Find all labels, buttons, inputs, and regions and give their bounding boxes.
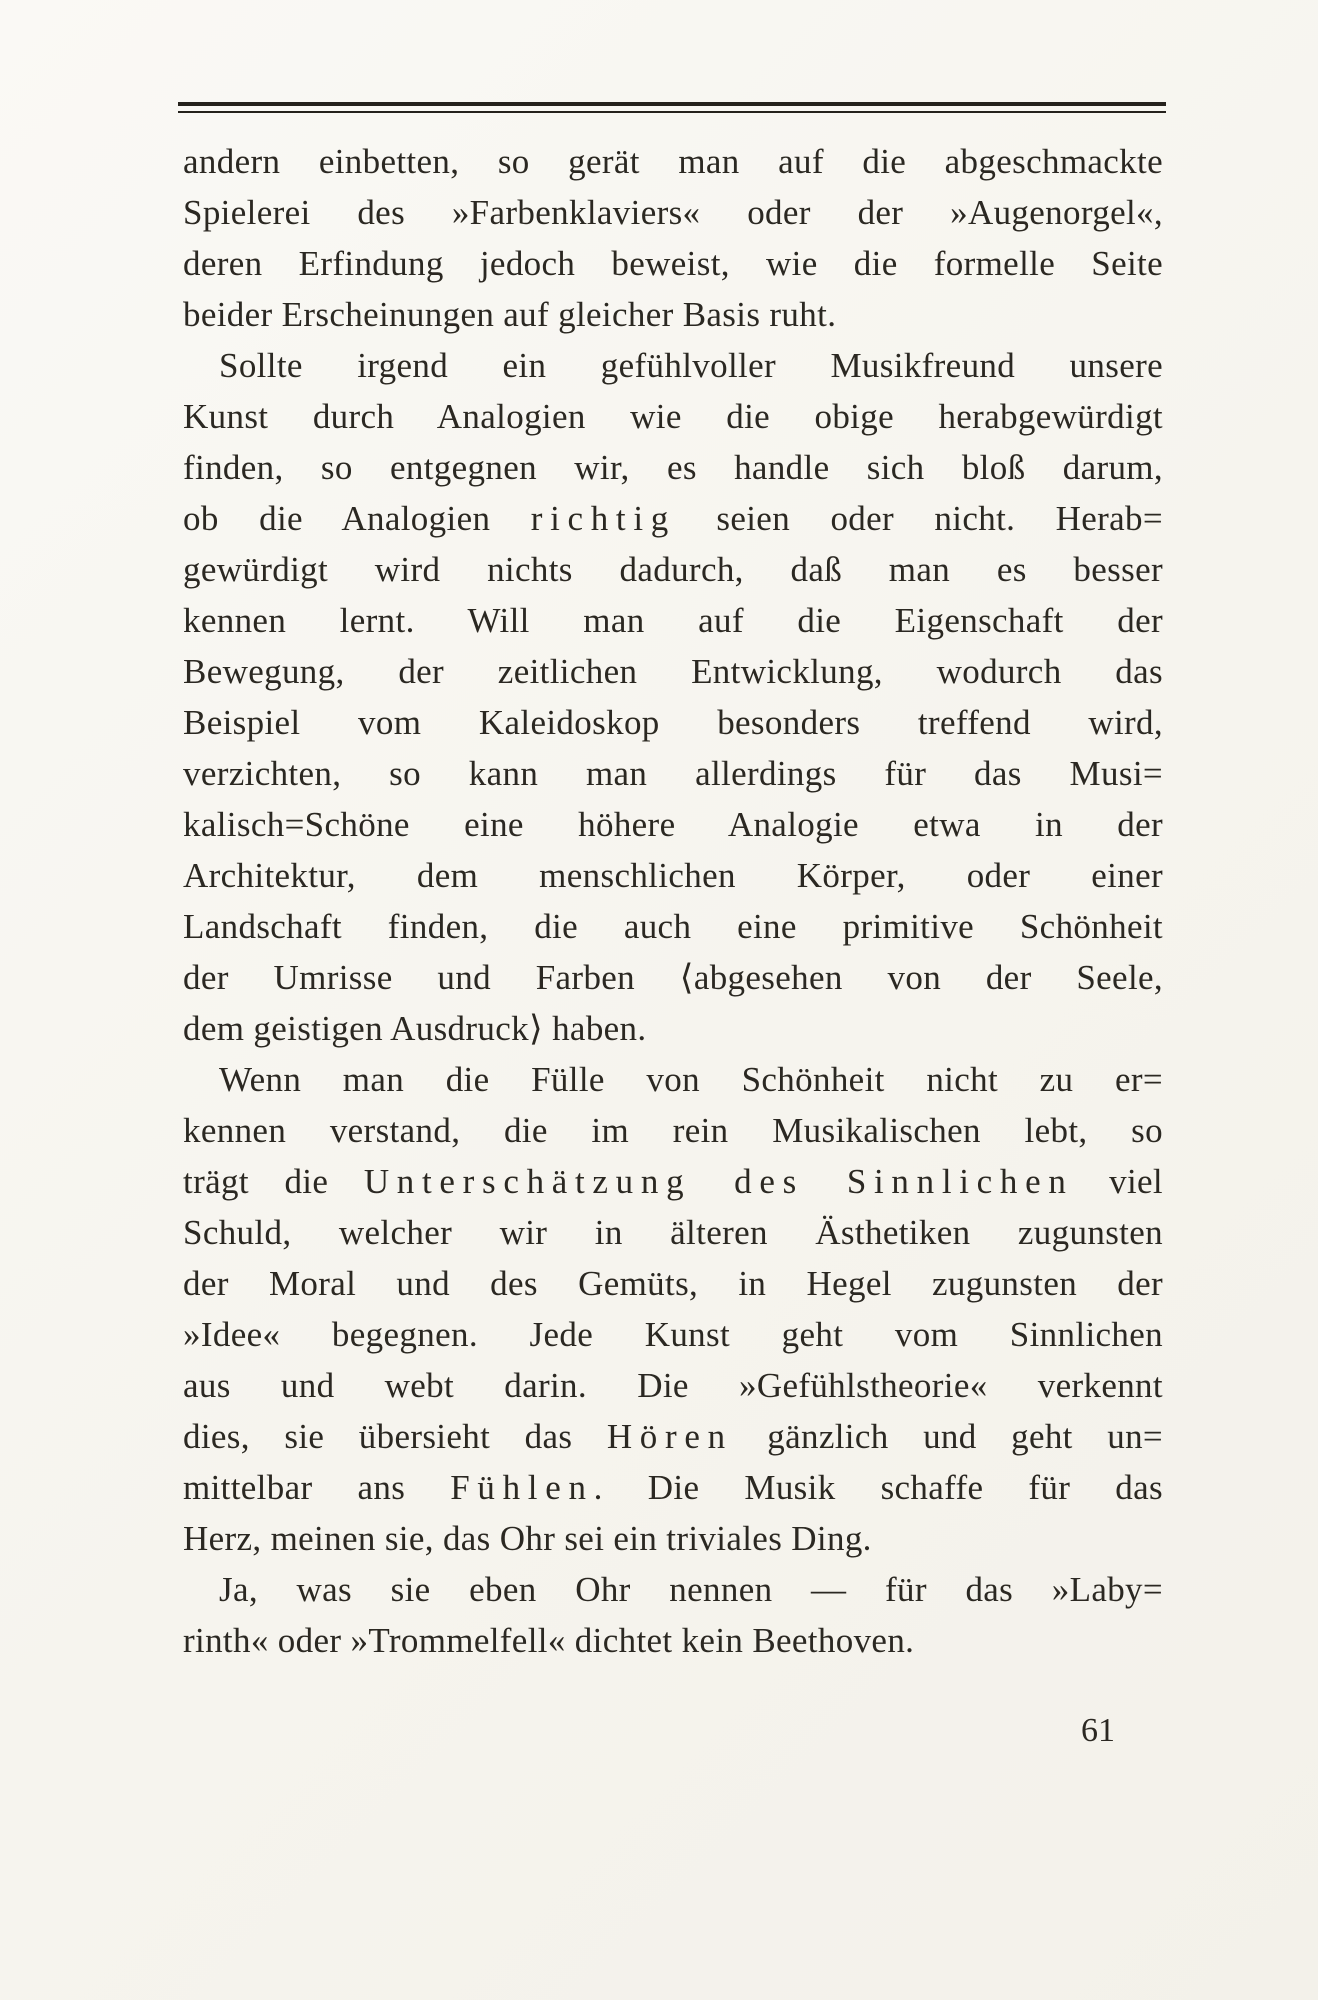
text-segment: Wenn man die Fülle von Schönheit nicht zu er= xyxy=(219,1060,1163,1099)
text-line xyxy=(183,850,1163,901)
text-segment: dem geistigen Ausdruck⟩ haben. xyxy=(183,1009,647,1048)
emphasized-text: Unterschätzung des Sinnlichen xyxy=(363,1162,1074,1201)
text-segment: seien oder nicht. Herab= xyxy=(675,499,1163,538)
text-line xyxy=(183,901,1163,952)
text-line xyxy=(183,1360,1163,1411)
text-segment: kennen lernt. Will man auf die Eigenschaft der xyxy=(183,601,1163,640)
text-segment: andern einbetten, so gerät man auf die abgeschmackte xyxy=(183,142,1163,181)
text-line xyxy=(183,1258,1163,1309)
paragraph xyxy=(183,1054,1163,1564)
text-line xyxy=(183,442,1163,493)
text-segment: verzichten, so kann man allerdings für das Musi= xyxy=(183,754,1163,793)
text-line xyxy=(183,748,1163,799)
text-line xyxy=(183,1105,1163,1156)
emphasized-text: Fühlen xyxy=(450,1468,594,1507)
double-rule xyxy=(178,102,1166,113)
text-segment: trägt die xyxy=(183,1162,364,1201)
text-segment: kalisch=Schöne eine höhere Analogie etwa in der xyxy=(183,805,1163,844)
paragraph xyxy=(183,340,1163,1054)
text-segment: dies, sie übersieht das xyxy=(183,1417,607,1456)
text-segment: der Moral und des Gemüts, in Hegel zugunsten der xyxy=(183,1264,1163,1303)
text-segment: gewürdigt wird nichts dadurch, daß man es besser xyxy=(183,550,1163,589)
text-line xyxy=(183,1513,1163,1564)
text-line xyxy=(183,1462,1163,1513)
text-line xyxy=(183,1564,1163,1615)
rule-top-line xyxy=(178,102,1166,106)
text-segment: deren Erfindung jedoch beweist, wie die formelle Seite xyxy=(183,244,1163,283)
text-segment: viel xyxy=(1073,1162,1164,1201)
text-line xyxy=(183,1054,1163,1105)
text-segment: Bewegung, der zeitlichen Entwicklung, wodurch das xyxy=(183,652,1163,691)
text-segment: . Die Musik schaffe für das xyxy=(593,1468,1163,1507)
emphasized-text: Hören xyxy=(606,1417,733,1456)
paragraph xyxy=(183,1564,1163,1666)
text-segment: rinth« oder »Trommelfell« dichtet kein Beethoven. xyxy=(183,1621,915,1660)
text-segment: Landschaft finden, die auch eine primitive Schönheit xyxy=(183,907,1163,946)
emphasized-text: richtig xyxy=(530,499,676,538)
text-segment: Herz, meinen sie, das Ohr sei ein triviales Ding. xyxy=(183,1519,872,1558)
text-segment: Spielerei des »Farbenklaviers« oder der »Augenorgel«, xyxy=(183,193,1163,232)
text-segment: kennen verstand, die im rein Musikalischen lebt, so xyxy=(183,1111,1163,1150)
text-line xyxy=(183,595,1163,646)
text-segment: Schuld, welcher wir in älteren Ästhetiken zugunsten xyxy=(183,1213,1163,1252)
text-line xyxy=(183,493,1163,544)
text-segment: Beispiel vom Kaleidoskop besonders treffend wird, xyxy=(183,703,1163,742)
text-line xyxy=(183,391,1163,442)
text-segment: Sollte irgend ein gefühlvoller Musikfreund unsere xyxy=(219,346,1163,385)
text-line xyxy=(183,799,1163,850)
text-segment: Architektur, dem menschlichen Körper, oder einer xyxy=(183,856,1163,895)
text-segment: der Umrisse und Farben ⟨abgesehen von der Seele, xyxy=(183,958,1163,997)
text-segment: mittelbar ans xyxy=(183,1468,451,1507)
text-line xyxy=(183,187,1163,238)
text-line xyxy=(183,238,1163,289)
text-segment: aus und webt darin. Die »Gefühlstheorie« verkennt xyxy=(183,1366,1163,1405)
text-segment: ob die Analogien xyxy=(183,499,531,538)
text-line xyxy=(183,646,1163,697)
text-segment: finden, so entgegnen wir, es handle sich bloß darum, xyxy=(183,448,1163,487)
text-segment: Ja, was sie eben Ohr nennen — für das »Laby= xyxy=(219,1570,1163,1609)
text-segment: beider Erscheinungen auf gleicher Basis ruht. xyxy=(183,295,837,334)
text-line xyxy=(183,1156,1163,1207)
text-line xyxy=(183,1003,1163,1054)
text-line xyxy=(183,289,1163,340)
text-line xyxy=(183,1309,1163,1360)
text-line xyxy=(183,1615,1163,1666)
text-line xyxy=(183,1207,1163,1258)
text-block xyxy=(183,136,1163,1666)
paragraph xyxy=(183,136,1163,340)
text-segment: gänzlich und geht un= xyxy=(732,1417,1164,1456)
rule-bottom-line xyxy=(178,111,1166,113)
text-line xyxy=(183,697,1163,748)
text-line xyxy=(183,544,1163,595)
text-line xyxy=(183,340,1163,391)
text-line xyxy=(183,136,1163,187)
text-segment: Kunst durch Analogien wie die obige herabgewürdigt xyxy=(183,397,1163,436)
text-segment: »Idee« begegnen. Jede Kunst geht vom Sinnlichen xyxy=(183,1315,1163,1354)
page-number: 61 xyxy=(1081,1712,1115,1749)
text-line xyxy=(183,952,1163,1003)
text-line xyxy=(183,1411,1163,1462)
